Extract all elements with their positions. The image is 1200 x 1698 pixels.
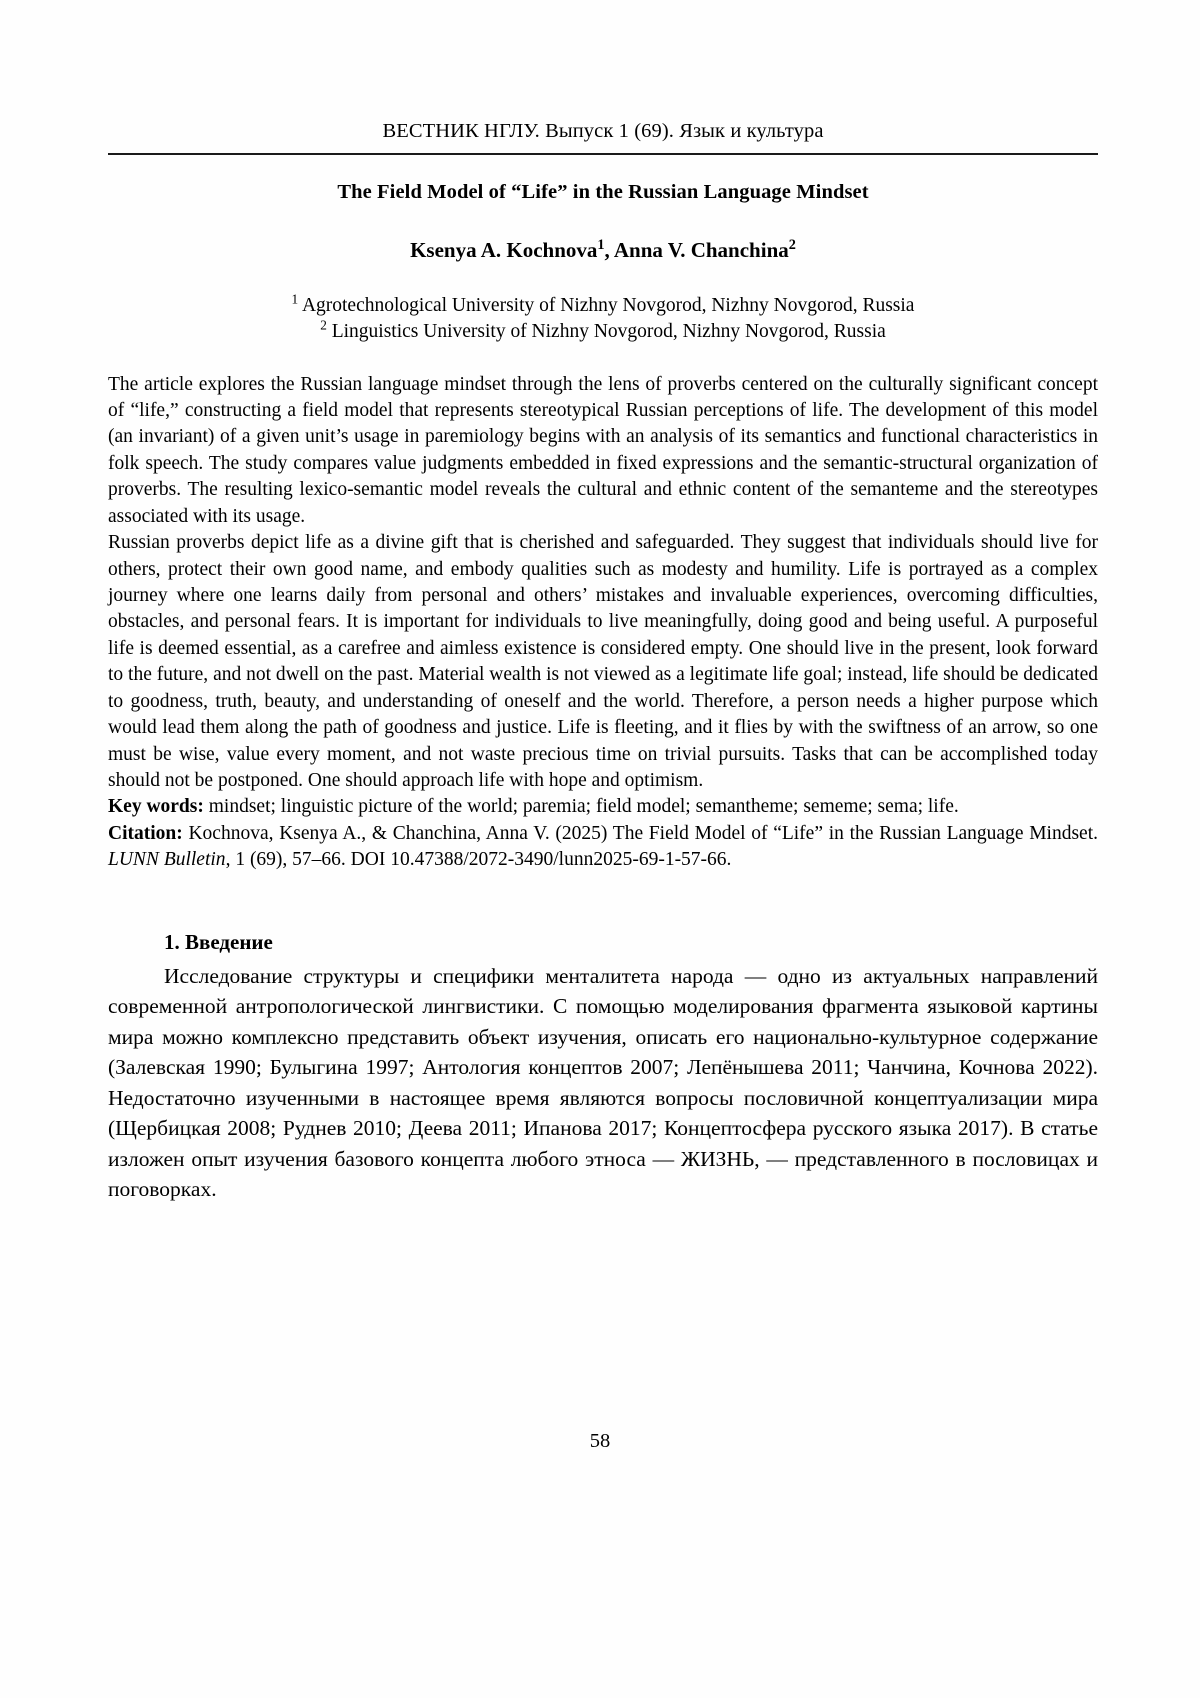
- abstract-block: [108, 372, 1098, 874]
- section-paragraph: Исследование структуры и специфики менталитета народа — одно из актуальных направлений современной антропологической лингвистики. С помощью моделирования фрагмента языковой картины мира можно комплексно представить объект изучения, описать его национально-культурное содержание (Залевская 1990; Булыгина 1997; Антология концептов 2007; Лепёнышева 2011; Чанчина, Кочнова 2022). Недостаточно изученными в настоящее время являются вопросы пословичной концептуализации мира (Щербицкая 2008; Руднев 2010; Деева 2011; Ипанова 2017; Концептосфера русского языка 2017). В статье изложен опыт изучения базового концепта любого этноса — ЖИЗНЬ, — представленного в пословицах и поговорках.: [108, 963, 1098, 1202]
- page-title: The Field Model of “Life” in the Russian Language Mindset: [337, 181, 869, 203]
- page-content: [108, 120, 1098, 1205]
- citation-label: Citation:: [108, 822, 183, 844]
- affiliation-text: Linguistics University of Nizhny Novgorod, Nizhny Novgorod, Russia: [326, 321, 886, 343]
- header-divider: [108, 153, 1098, 155]
- keywords-text: mindset; linguistic picture of the world; paremia; field model; semantheme; sememe; sema; life.: [203, 796, 959, 818]
- abstract-paragraph: The article explores the Russian language mindset through the lens of proverbs centered on the culturally significant concept of “life,” constructing a field model that represents stereotypical Russian perceptions of life. The development of this model (an invariant) of a given unit’s usage in paremiology begins with an analysis of its semantics and functional characteristics in folk speech. The study compares value judgments embedded in fixed expressions and the semantic-structural organization of proverbs. The resulting lexico-semantic model reveals the cultural and ethnic content of the semanteme and the stereotypes associated with its usage.: [108, 373, 1098, 527]
- citation-line: [108, 821, 1098, 874]
- abstract-paragraph: Russian proverbs depict life as a divine gift that is cherished and safeguarded. They suggest that individuals should live for others, protect their own good name, and embody qualities such as modesty and humility. Life is portrayed as a complex journey where one learns daily from personal and others’ mistakes and invaluable experiences, overcoming difficulties, obstacles, and personal fears. It is important for individuals to live meaningfully, doing good and being useful. A purposeful life is deemed essential, as a carefree and aimless existence is considered empty. One should live in the present, look forward to the future, and not dwell on the past. Material wealth is not viewed as a legitimate life goal; instead, life should be dedicated to goodness, truth, beauty, and understanding of oneself and the world. Therefore, a person needs a higher purpose which would lead them along the path of goodness and justice. Life is fleeting, and it flies by with the swiftness of an arrow, so one must be wise, value every moment, and not waste precious time on trivial pursuits. Tasks that can be accomplished today should not be postponed. One should approach life with hope and optimism.: [108, 532, 1098, 791]
- affiliation-marker: 1: [291, 291, 299, 307]
- affiliation-list: [108, 293, 1098, 346]
- author-one-affiliation-marker: 1: [597, 237, 605, 253]
- author-two-affiliation-marker: 2: [788, 237, 796, 253]
- author-separator: ,: [604, 238, 614, 262]
- section-heading: 1. Введение: [164, 929, 273, 954]
- citation-text-end: , 1 (69), 57–66. DOI 10.47388/2072-3490/lunn2025-69-1-57-66.: [225, 849, 732, 871]
- affiliation-text: Agrotechnological University of Nizhny Novgorod, Nizhny Novgorod, Russia: [298, 295, 915, 316]
- author-one-name: Ksenya A. Kochnova: [410, 238, 598, 262]
- author-list: [108, 238, 1098, 263]
- citation-journal-title: LUNN Bulletin: [108, 849, 226, 871]
- citation-text-start: Kochnova, Ksenya A., & Chanchina, Anna V. (2025) The Field Model of “Life” in the Russian Language Mindset.: [182, 822, 1098, 844]
- keywords-line: [108, 794, 1098, 820]
- page-number: 58: [589, 1430, 611, 1452]
- keywords-label: Key words:: [108, 796, 204, 818]
- affiliation-marker: 2: [320, 317, 327, 333]
- author-two-name: Anna V. Chanchina: [613, 238, 789, 262]
- running-head: ВЕСТНИК НГЛУ. Выпуск 1 (69). Язык и культура: [382, 120, 824, 142]
- affiliation-item: [108, 293, 1098, 319]
- affiliation-item: [108, 319, 1098, 345]
